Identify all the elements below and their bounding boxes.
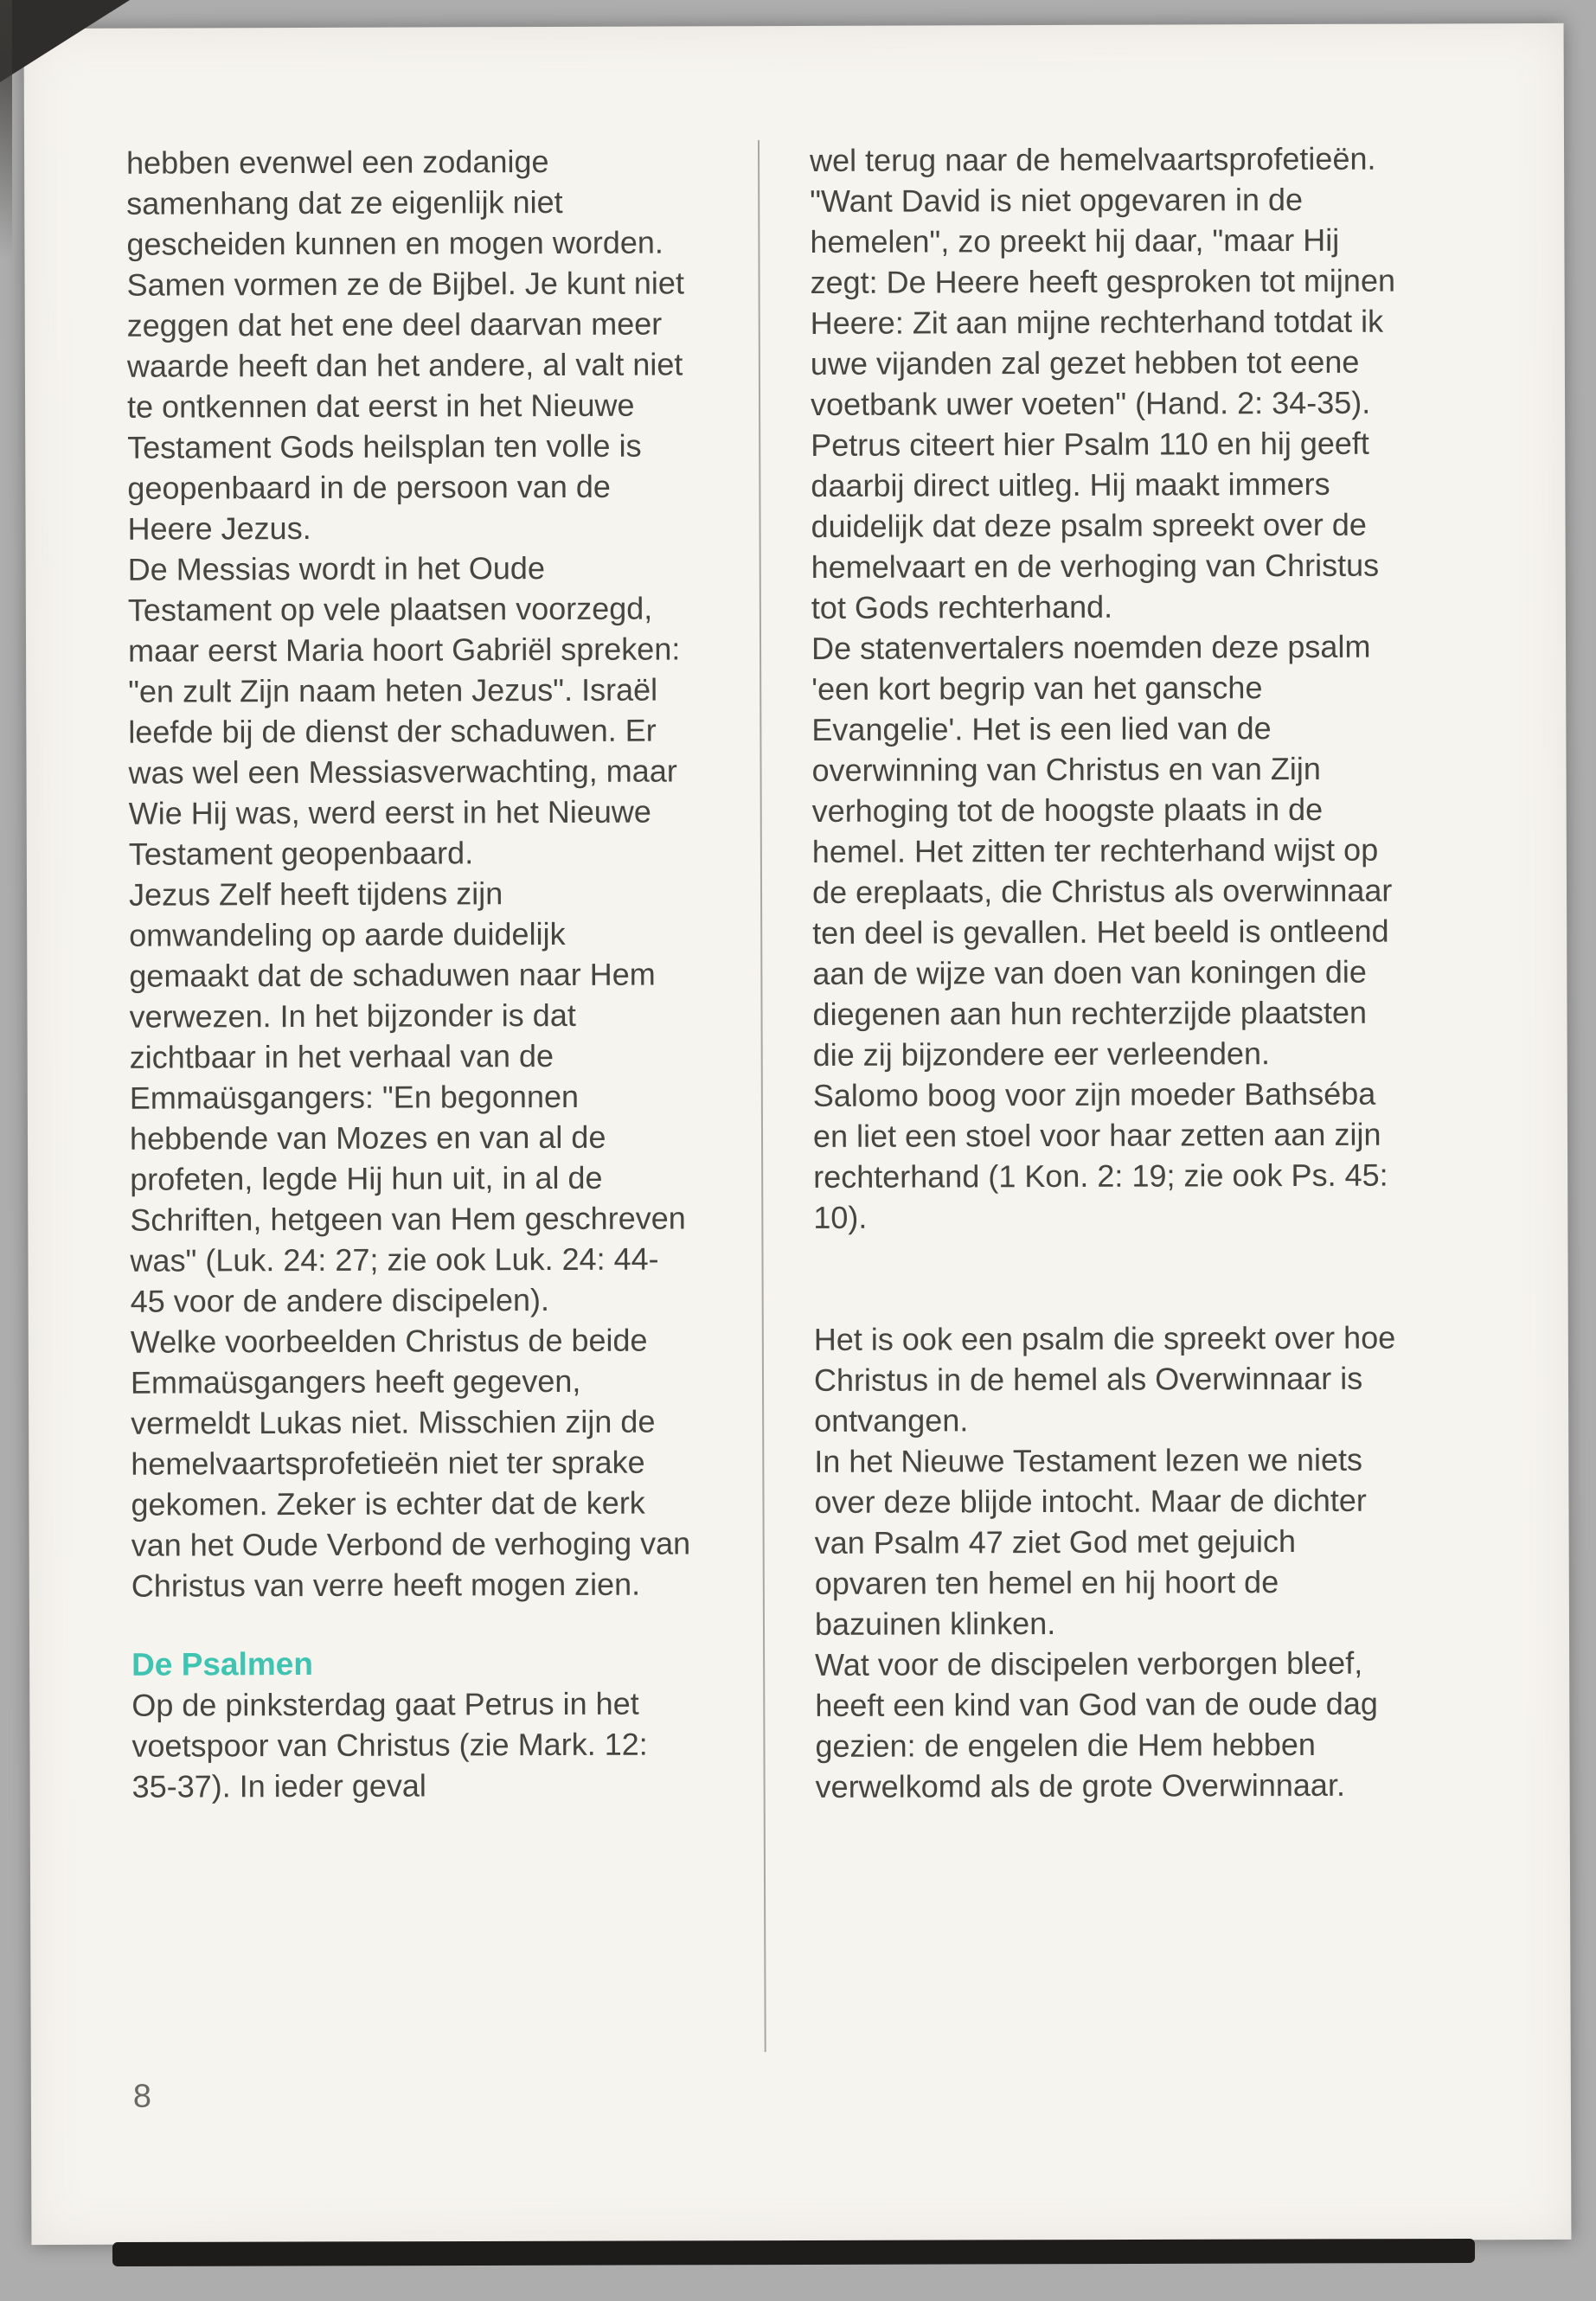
page-content: [126, 138, 1458, 2054]
paragraph: De statenvertalers noemden deze psalm 'een kort begrip van het gansche Evangelie'. Het is een lied van de overwinning van Christus en van Zijn verhoging tot de hoogste plaats in de hemel. Het zitten ter rechterhand wijst op de ereplaats, die Christus als overwinnaar ten deel is gevallen. Het beeld is ontleend aan de wijze van doen van koningen die diegenen aan hun rechterzijde plaatsten die zij bijzondere eer verleenden.: [811, 628, 1393, 1073]
paragraph: Salomo boog voor zijn moeder Bathséba en liet een stoel voor haar zetten aan zijn rechterhand (1 Kon. 2: 19; zie ook Ps. 45: 10).: [812, 1075, 1388, 1235]
paragraph: Wat voor de discipelen verborgen bleef, heeft een kind van God van de oude dag gezien: de engelen die Hem hebben verwelkomd als de grote Overwinnaar.: [815, 1644, 1378, 1804]
paragraph: wel terug naar de hemelvaartsprofetieën. "Want David is niet opgevaren in de hemelen", zo preekt hij daar, "maar Hij zegt: De Heere heeft gesproken tot mijnen Heere: Zit aan mijne rechterhand totdat ik uwe vijanden zal gezet hebben tot eene voetbank uwer voeten" (Hand. 2: 34-35).: [809, 140, 1396, 422]
paragraph: Op de pinksterdag gaat Petrus in het voetspoor van Christus (zie Mark. 12: 35-37). In ieder geval: [131, 1685, 648, 1804]
left-text-column: [126, 140, 694, 2054]
paragraph: Het is ook een psalm die spreekt over hoe Christus in de hemel als Overwinnaar is ontvangen.: [813, 1319, 1396, 1439]
paragraph: Petrus citeert hier Psalm 110 en hij geeft daarbij direct uitleg. Hij maakt immers duidelijk dat deze psalm spreekt over de hemelvaart en de verhoging van Christus tot Gods rechterhand.: [811, 425, 1380, 625]
column-divider: [758, 140, 766, 2052]
scan-edge-left: [0, 0, 12, 260]
book-page: [24, 23, 1572, 2245]
page-number: 8: [132, 2078, 152, 2115]
scan-edge-bottom: [112, 2239, 1475, 2266]
section-heading: De Psalmen: [131, 1645, 313, 1682]
paragraph: In het Nieuwe Testament lezen we niets over deze blijde intocht. Maar de dichter van Psalm 47 ziet God met gejuich opvaren ten hemel en hij hoort de bazuinen klinken.: [814, 1441, 1367, 1642]
paragraph: De Messias wordt in het Oude Testament op vele plaatsen voorzegd, maar eerst Maria hoort Gabriël spreken: "en zult Zijn naam heten Jezus". Israël leefde bij de dienst der schaduwen. Er was wel een Messiasverwachting, maar Wie Hij was, werd eerst in het Nieuwe Testament geopenbaard.: [127, 550, 681, 872]
right-text-column: [810, 138, 1412, 2052]
paragraph: hebben evenwel een zodanige samenhang dat ze eigenlijk niet gescheiden kunnen en mogen worden. Samen vormen ze de Bijbel. Je kunt niet zeggen dat het ene deel daarvan meer waarde heeft dan het andere, al valt niet te ontkennen dat eerst in het Nieuwe Testament Gods heilsplan ten volle is geopenbaard in de persoon van de Heere Jezus.: [126, 143, 684, 547]
scan-edge-top-left: [0, 0, 130, 82]
paragraph-gap: [813, 1236, 1408, 1319]
paragraph: Jezus Zelf heeft tijdens zijn omwandeling op aarde duidelijk gemaakt dat de schaduwen naar Hem verwezen. In het bijzonder is dat zichtbaar in het verhaal van de Emmaüsgangers: "En begonnen hebbende van Mozes en van al de profeten, legde Hij hun uit, in al de Schriften, hetgeen van Hem geschreven was" (Luk. 24: 27; zie ook Luk. 24: 44-45 voor de andere discipelen).: [128, 875, 686, 1319]
paragraph: Welke voorbeelden Christus de beide Emmaüsgangers heeft gegeven, vermeldt Lukas niet. Misschien zijn de hemelvaartsprofetieën niet ter sprake gekomen. Zeker is echter dat de kerk van het Oude Verbond de verhoging van Christus van verre heeft mogen zien.: [130, 1322, 691, 1604]
